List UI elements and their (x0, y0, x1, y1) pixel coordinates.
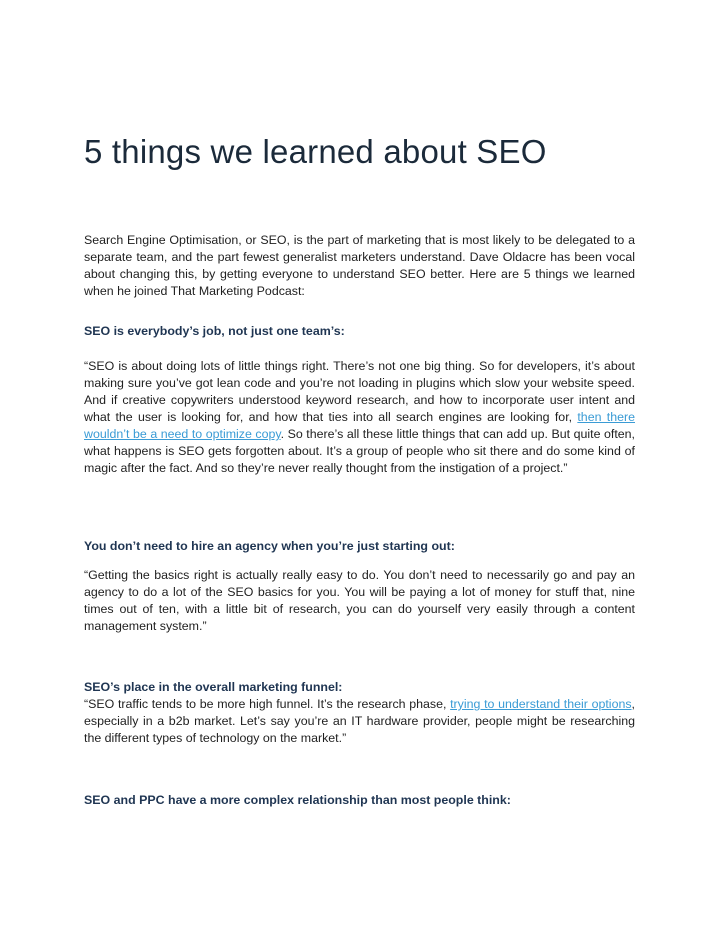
understand-options-link[interactable]: trying to understand their options (450, 697, 632, 711)
section-paragraph-agency: “Getting the basics right is actually really easy to do. You don’t need to necessarily go and pay an agency to do a lot of the SEO basics for you. You will be paying a lot of money for stuff that, nine times out of ten, with a little bit of research, you can do yourself very easily through a content management system.” (84, 568, 635, 633)
section-heading-funnel: SEO’s place in the overall marketing funnel: (84, 680, 343, 694)
page-title: 5 things we learned about SEO (84, 133, 547, 170)
section-heading-seo-ppc: SEO and PPC have a more complex relationship than most people think: (84, 793, 511, 807)
paragraph-text: . So there’s all these little things that can add up. But quite often, what happens is SEO gets forgotten about. It’s a group of people who sit there and do some kind of magic after the fact. And so they’re never really thought from the instigation of a project.” (84, 427, 635, 475)
paragraph-text: “SEO traffic tends to be more high funnel. It’s the research phase, (84, 697, 451, 711)
intro-paragraph: Search Engine Optimisation, or SEO, is the part of marketing that is most likely to be delegated to a separate team, and the part fewest generalist marketers understand. Dave Oldacre has been vocal about changing this, by getting everyone to understand SEO better. Here are 5 things we learned when he joined That Marketing Podcast: (84, 233, 635, 298)
section-heading-everybody-job: SEO is everybody’s job, not just one team’s: (84, 324, 345, 338)
section-paragraph-everybody-job (84, 358, 635, 477)
paragraph-text: , especially in a b2b market. Let’s say you’re an IT hardware provider, people might be researching the different types of technology on the market.” (84, 697, 635, 745)
section-paragraph-funnel (84, 696, 635, 747)
section-heading-agency: You don’t need to hire an agency when you’re just starting out: (84, 539, 455, 553)
paragraph-text: “SEO is about doing lots of little things right. There’s not one big thing. So for developers, it’s about making sure you’ve got lean code and you’re not loading in plugins which slow your website speed. And if creative copywriters understood keyword research, and how to incorporate user intent and what the user is looking for, and how that ties into all search engines are looking for, (84, 359, 635, 424)
optimize-copy-link[interactable]: then there wouldn’t be a need to optimize copy (84, 410, 635, 441)
